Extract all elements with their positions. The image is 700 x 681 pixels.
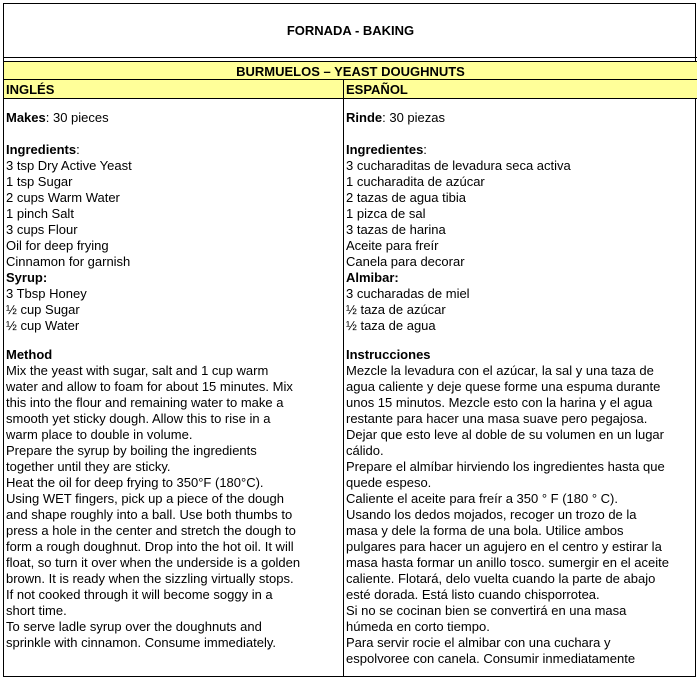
method-line: Heat the oil for deep frying to 350°F (180°C).: [6, 475, 264, 490]
english-ingredients-list: [6, 158, 343, 270]
method-line: smooth yet sticky dough. Allow this to rise in a: [6, 411, 271, 426]
method-line: short time.: [6, 603, 67, 618]
method-line: espolvoree con canela. Consumir inmediatamente: [346, 651, 636, 666]
method-line: restante para hacer una masa suave pero pegajosa.: [346, 411, 648, 426]
english-makes: [6, 110, 343, 126]
makes-label: Makes: [6, 110, 46, 125]
method-line: float, so turn it over when the underside is a golden: [6, 555, 301, 570]
list-item: Oil for deep frying: [6, 238, 109, 253]
method-line: Using WET fingers, pick up a piece of the dough: [6, 491, 284, 506]
method-line: húmeda en corto tiempo.: [346, 619, 490, 634]
list-item: ½ cup Sugar: [6, 302, 80, 317]
list-item: ½ taza de azúcar: [346, 302, 446, 317]
method-line: Si no se cocinan bien se convertirá en una masa: [346, 603, 627, 618]
method-line: agua caliente y deje quese forme una espuma durante: [346, 379, 661, 394]
method-line: brown. It is ready when the sizzling virtually stops.: [6, 571, 294, 586]
makes-value: : 30 pieces: [45, 110, 109, 125]
list-item: 3 cups Flour: [6, 222, 78, 237]
spanish-syrup-list: [346, 286, 697, 334]
method-line: Prepare the syrup by boiling the ingredients: [6, 443, 257, 458]
document-frame: [3, 3, 696, 677]
method-line: To serve ladle syrup over the doughnuts and: [6, 619, 262, 634]
spanish-column: [344, 99, 697, 676]
spanish-method: [346, 363, 697, 667]
method-line: form a rough doughnut. Drop into the hot oil. It will: [6, 539, 294, 554]
spanish-makes: [346, 110, 697, 126]
method-line: Mix the yeast with sugar, salt and 1 cup warm: [6, 363, 269, 378]
english-syrup-heading: Syrup:: [6, 270, 48, 285]
method-line: Prepare el almíbar hirviendo los ingredientes hasta que: [346, 459, 665, 474]
method-line: pulgares para hacer un agujero en el centro y estirar la: [346, 539, 662, 554]
method-line: Mezcle la levadura con el azúcar, la sal y una taza de: [346, 363, 654, 378]
list-item: 3 tsp Dry Active Yeast: [6, 158, 132, 173]
list-item: 3 cucharaditas de levadura seca activa: [346, 158, 571, 173]
method-line: Usando los dedos mojados, recoger un trozo de la: [346, 507, 637, 522]
method-line: masa hasta formar un anillo tosco. sumergir en el aceite: [346, 555, 669, 570]
english-column-header: INGLÉS: [4, 80, 344, 99]
method-line: this into the flour and remaining water to make a: [6, 395, 284, 410]
list-item: ½ taza de agua: [346, 318, 436, 333]
makes-value: : 30 piezas: [382, 110, 445, 125]
english-method: [6, 363, 343, 651]
english-method-heading: Method: [6, 347, 53, 362]
method-line: unos 15 minutos. Mezcle esto con la harina y el agua: [346, 395, 653, 410]
spanish-column-header: ESPAÑOL: [344, 80, 697, 99]
list-item: ½ cup Water: [6, 318, 80, 333]
makes-label: Rinde: [346, 110, 383, 125]
method-line: If not cooked through it will become soggy in a: [6, 587, 273, 602]
list-item: 1 pizca de sal: [346, 206, 426, 221]
list-item: 3 cucharadas de miel: [346, 286, 470, 301]
method-line: press a hole in the center and stretch the dough to: [6, 523, 296, 538]
english-ingredients-heading: Ingredients:: [6, 142, 80, 157]
list-item: 3 Tbsp Honey: [6, 286, 87, 301]
method-line: together until they are sticky.: [6, 459, 171, 474]
method-line: quede espeso.: [346, 475, 432, 490]
method-line: warm place to double in volume.: [6, 427, 193, 442]
list-item: 3 tazas de harina: [346, 222, 446, 237]
list-item: Cinnamon for garnish: [6, 254, 131, 269]
english-syrup-list: [6, 286, 343, 334]
list-item: Aceite para freír: [346, 238, 439, 253]
method-line: masa y dele la forma de una bola. Utilice ambos: [346, 523, 624, 538]
list-item: Canela para decorar: [346, 254, 465, 269]
method-line: Caliente el aceite para freír a 350 ° F (180 ° C).: [346, 491, 618, 506]
list-item: 1 tsp Sugar: [6, 174, 73, 189]
recipe-title: BURMUELOS – YEAST DOUGHNUTS: [4, 61, 697, 80]
spanish-ingredients-list: [346, 158, 697, 270]
method-line: and shape roughly into a ball. Use both thumbs to: [6, 507, 293, 522]
method-line: water and allow to foam for about 15 minutes. Mix: [6, 379, 293, 394]
spanish-method-heading: Instrucciones: [346, 347, 431, 362]
method-line: cálido.: [346, 443, 384, 458]
method-line: esté dorada. Está listo cuando chisporrotea.: [346, 587, 600, 602]
page-title: FORNADA - BAKING: [4, 4, 697, 58]
list-item: 2 cups Warm Water: [6, 190, 120, 205]
english-column: [4, 99, 344, 676]
spanish-ingredients-heading: Ingredientes:: [346, 142, 427, 157]
method-line: Para servir rocie el almibar con una cuchara y: [346, 635, 611, 650]
spanish-syrup-heading: Almibar:: [346, 270, 399, 285]
method-line: sprinkle with cinnamon. Consume immediately.: [6, 635, 276, 650]
list-item: 1 pinch Salt: [6, 206, 74, 221]
method-line: caliente. Flotará, delo vuelta cuando la parte de abajo: [346, 571, 656, 586]
list-item: 1 cucharadita de azúcar: [346, 174, 485, 189]
list-item: 2 tazas de agua tibia: [346, 190, 466, 205]
method-line: Dejar que esto leve al doble de su volumen en un lugar: [346, 427, 664, 442]
